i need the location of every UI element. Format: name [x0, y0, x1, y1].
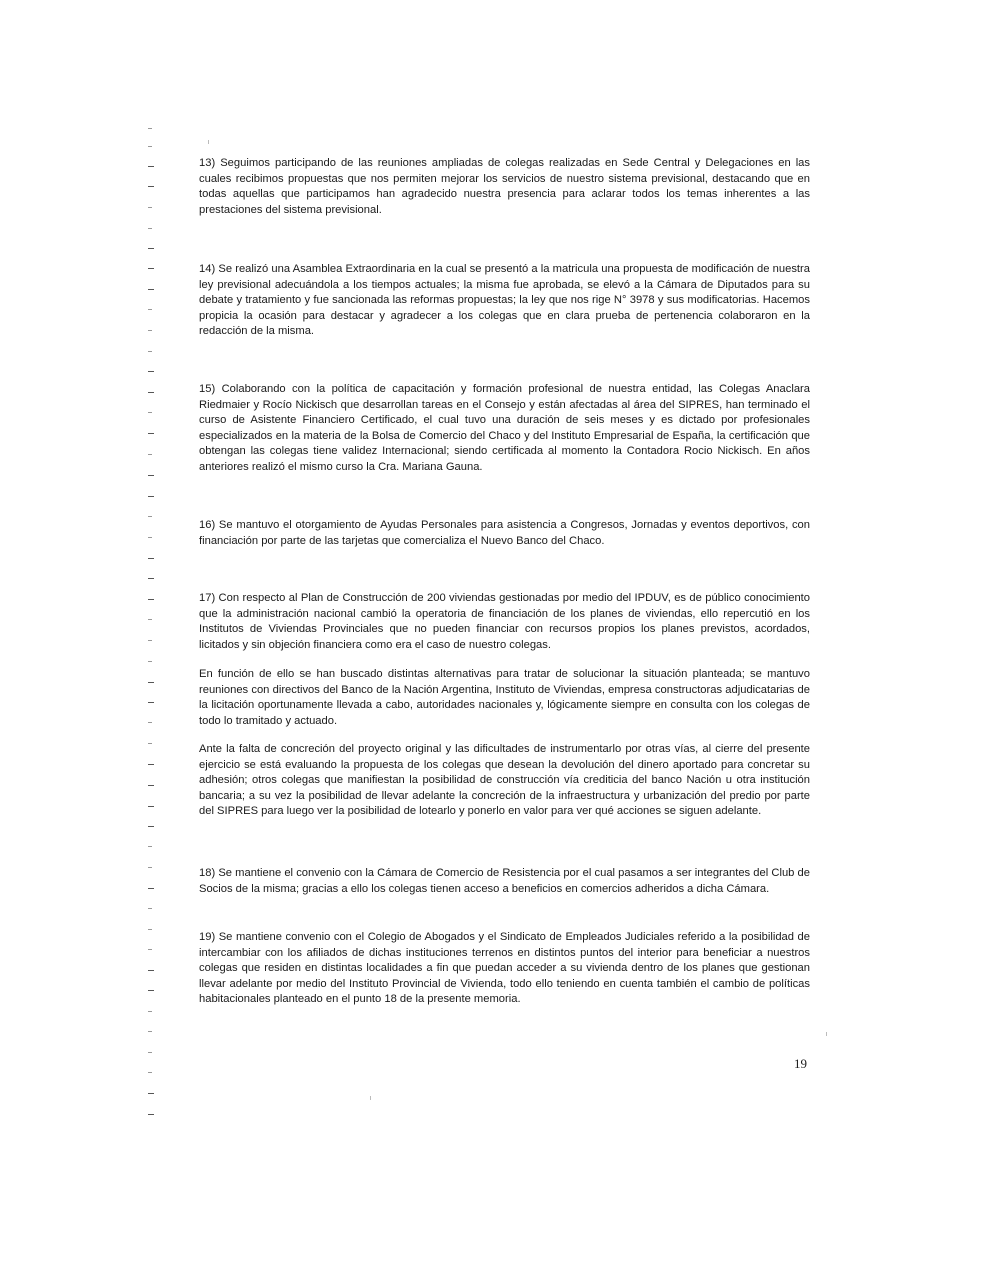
margin-mark [148, 371, 154, 372]
margin-mark [148, 228, 152, 229]
margin-mark [148, 970, 154, 971]
margin-mark [148, 1072, 152, 1073]
paragraph-18: 18) Se mantiene el convenio con la Cámara de Comercio de Resistencia por el cual pasamos a ser integrantes del Club de Socios de la misma; gracias a ello los colegas tienen acceso a beneficios en comercios adheridos a dicha Cámara. [199, 867, 810, 895]
margin-mark [148, 392, 154, 393]
margin-mark [148, 207, 152, 208]
margin-mark [148, 785, 154, 786]
scan-speck [208, 140, 209, 144]
margin-mark [148, 990, 154, 991]
margin-mark [148, 1031, 152, 1032]
margin-mark [148, 764, 154, 765]
margin-mark [148, 826, 154, 827]
margin-mark [148, 619, 152, 620]
margin-mark [148, 558, 154, 559]
paragraph-15: 15) Colaborando con la política de capacitación y formación profesional de nuestra entidad, las Colegas Anaclara Riedmaier y Rocío Nickisch que desarrollan tareas en el Consejo y están afectadas al área del SIPRES, han terminado el curso de Asistente Financiero Certificado, el cual tuvo una duración de seis meses y es dictado por profesionales especializados en la materia de la Bolsa de Comercio del Chaco y del Instituto Empresarial de España, la certificación que obtengan las colegas tiene validez Internacional; siendo certificada al momento la Contadora Rocio Nickisch. En años anteriores realizó el mismo curso la Cra. Mariana Gauna. [199, 383, 810, 473]
margin-mark [148, 578, 154, 579]
margin-mark [148, 351, 152, 352]
scan-speck [826, 1032, 827, 1036]
margin-mark [148, 454, 152, 455]
margin-mark [148, 640, 152, 641]
margin-mark [148, 929, 152, 930]
margin-mark [148, 908, 152, 909]
paragraph-17-final: Ante la falta de concreción del proyecto original y las dificultades de instrumentarlo por otras vías, al cierre del presente ejercicio se está evaluando la propuesta de los colegas que desean la devolución del dinero aportado para concretar su adhesión; otros colegas que manifiestan la posibilidad de construcción vía crediticia del banco Nación u otra institución bancaria; a su vez la posibilidad de llevar adelante la concreción de la infraestructura y urbanización del predio por parte del SIPRES para luego ver la posibilidad de lotearlo y ponerlo en valor para ver qué acciones se siguen adelante. [199, 743, 810, 818]
margin-mark [148, 516, 152, 517]
margin-mark [148, 661, 152, 662]
margin-mark [148, 433, 154, 434]
margin-mark [148, 846, 152, 847]
margin-mark [148, 537, 152, 538]
margin-mark [148, 496, 154, 497]
margin-mark [148, 309, 152, 310]
margin-mark [148, 475, 154, 476]
margin-mark [148, 268, 154, 269]
margin-mark [148, 1114, 154, 1115]
margin-mark [148, 128, 152, 129]
paragraph-17-continued: En función de ello se han buscado distintas alternativas para tratar de solucionar la situación planteada; se mantuvo reuniones con directivos del Banco de la Nación Argentina, Instituto de Viviendas, empresa constructoras adjudicatarias de la licitación oportunamente llevada a cabo, autoridades nacionales y, lógicamente siempre en consulta con los colegas de todo lo tramitado y actuado. [199, 668, 810, 727]
scan-speck [370, 1096, 371, 1100]
margin-mark [148, 806, 154, 807]
margin-mark [148, 743, 152, 744]
margin-mark [148, 166, 154, 167]
margin-mark [148, 146, 152, 147]
margin-mark [148, 682, 154, 683]
paragraph-14: 14) Se realizó una Asamblea Extraordinaria en la cual se presentó a la matricula una propuesta de modificación de nuestra ley previsional adecuándola a los tiempos actuales; la misma fue aprobada, se elevó a la Cámara de Diputados para su debate y tratamiento y fue sancionada las reformas propuestas; la ley que nos rige N° 3978 y sus modificatorias. Hacemos propicia la ocasión para destacar y agradecer a los colegas que en clara prueba de pertenencia colaboraron en la redacción de la misma. [199, 263, 810, 338]
margin-mark [148, 1093, 154, 1094]
margin-mark [148, 702, 154, 703]
paragraph-16: 16) Se mantuvo el otorgamiento de Ayudas Personales para asistencia a Congresos, Jornadas y eventos deportivos, con financiación por parte de las tarjetas que comercializa el Nuevo Banco del Chaco. [199, 519, 810, 547]
paragraph-19: 19) Se mantiene convenio con el Colegio de Abogados y el Sindicato de Empleados Judiciales referido a la posibilidad de intercambiar con los afiliados de dichas instituciones terrenos en distintos puntos del interior para beneficiar a nuestros colegas que residen en distintas localidades a fin que puedan acceder a su vivienda dentro de los planes que gestionan llevar adelante por medio del Instituto Provincial de Vivienda, todo ello teniendo en cuenta también el cambio de políticas habitacionales planteado en el punto 18 de la presente memoria. [199, 931, 810, 1006]
margin-mark [148, 1052, 152, 1053]
margin-mark [148, 867, 152, 868]
margin-mark [148, 722, 152, 723]
margin-mark [148, 599, 154, 600]
margin-mark [148, 1011, 152, 1012]
margin-mark [148, 186, 154, 187]
margin-mark [148, 330, 152, 331]
margin-mark [148, 888, 154, 889]
page-number: 19 [794, 1056, 807, 1071]
margin-mark [148, 248, 154, 249]
margin-mark [148, 412, 152, 413]
margin-mark [148, 949, 152, 950]
paragraph-17: 17) Con respecto al Plan de Construcción de 200 viviendas gestionadas por medio del IPDUV, es de público conocimiento que la administración nacional cambió la operatoria de financiación de los planes de viviendas, ello repercutió en los Institutos de Viviendas Provinciales que no pueden financiar con recursos propios los planes previstos, acordados, licitados y sin objeción financiera como era el caso de nuestro colegas. [199, 592, 810, 651]
margin-mark [148, 289, 154, 290]
paragraph-13: 13) Seguimos participando de las reuniones ampliadas de colegas realizadas en Sede Central y Delegaciones en las cuales recibimos propuestas que nos permiten mejorar los servicios de nuestro sistema previsional, destacando que en todas aquellas que participamos han agradecido nuestra presencia para aclarar todos los temas inherentes a las prestaciones del sistema previsional. [199, 157, 810, 216]
